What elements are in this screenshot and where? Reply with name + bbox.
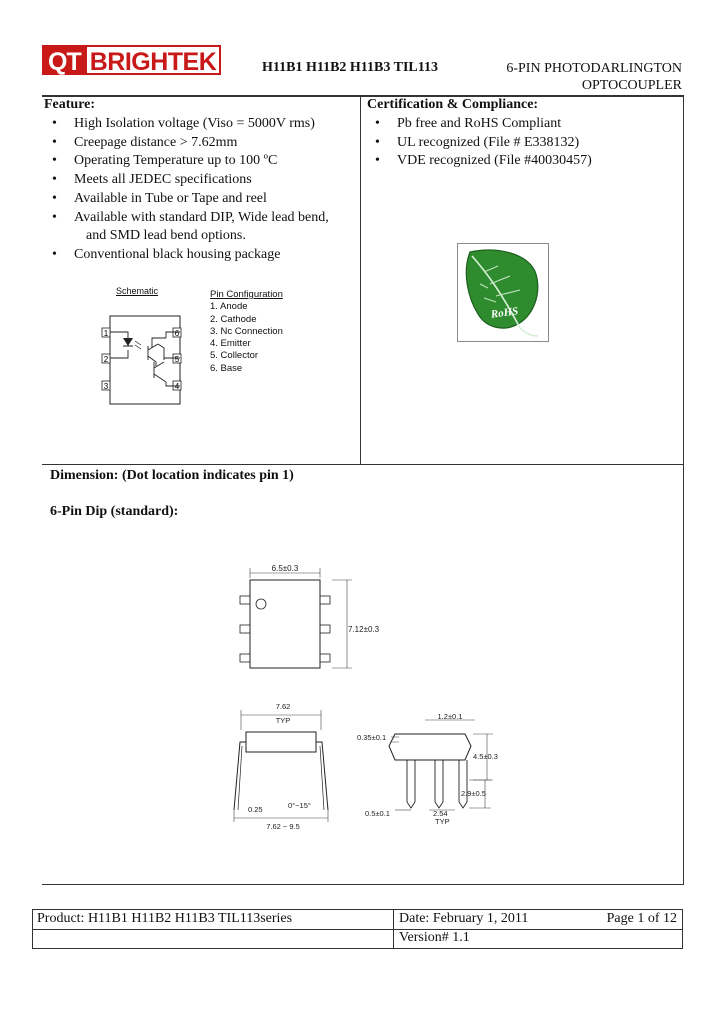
lead-angle-label: 0°~15° [288,801,311,810]
lead-span-range-label: 7.62 ~ 9.5 [266,822,300,831]
lead-span-label: 7.62 [275,702,291,711]
pin-config-item: 3. Nc Connection [210,325,283,337]
pin-width-label: 0.5±0.1 [365,809,390,818]
part-numbers: H11B1 H11B2 H11B3 TIL113 [262,60,438,75]
rohs-logo [457,243,549,342]
top-view-drawing [230,562,380,672]
title-line-1: 6-PIN PHOTODARLINGTON [506,61,682,76]
rohs-logo-text: RoHS [490,305,520,321]
feature-list [44,115,359,265]
schem-pin-1: 1 [103,329,109,338]
stand-off-label: 0.35±0.1 [357,733,387,742]
pitch-typ-label: TYP [435,817,450,826]
schematic-title: Schematic [116,286,159,296]
dimension-title: Dimension: (Dot location indicates pin 1) [50,468,294,483]
footer-product: Product: H11B1 H11B2 H11B3 TIL113series [37,911,293,926]
schematic-diagram [100,308,190,408]
footer-col-divider [393,910,394,948]
footer-table [32,909,683,949]
lead-thickness-label: 0.25 [248,805,263,814]
footer-row-divider [33,929,682,930]
pin-config-item: 6. Base [210,362,243,374]
pin-config-title: Pin Configuration [210,289,283,300]
feature-item-text: Available with standard DIP, Wide lead bend, [74,209,329,225]
certification-item: • Pb free and RoHS Compliant [367,115,679,134]
rohs-leaf-icon [458,244,548,341]
certification-item: • UL recognized (File # E338132) [367,134,679,153]
company-logo [42,45,221,75]
bottom-rule [42,884,684,885]
feature-item: • Creepage distance > 7.62mm [44,134,359,153]
pin-config-item: 5. Collector [210,350,259,362]
feature-item: • Conventional black housing package [44,246,359,265]
height-label: 4.5±0.3 [473,752,498,761]
feature-title: Feature: [44,97,96,112]
certification-list [367,115,679,171]
schem-pin-5: 5 [174,355,180,364]
right-border [683,96,684,884]
vertical-divider [360,96,361,464]
front-view-drawing [355,710,505,830]
body-length-label: 7.12±0.3 [348,625,380,634]
pin-width-top-label: 1.2±0.1 [437,712,463,721]
feature-item-continuation: and SMD lead bend options. [86,228,246,244]
dimension-subtitle: 6-Pin Dip (standard): [50,504,179,519]
title-line-2: OPTOCOUPLER [581,78,682,93]
pin-config-item: 1. Anode [210,301,248,313]
feature-item [44,209,359,246]
lead-span-typ-label: TYP [275,716,291,725]
footer-date: Date: February 1, 2011 [399,911,529,926]
footer-version: Version# 1.1 [399,930,470,945]
schem-pin-6: 6 [174,329,180,338]
pin-config-item: 4. Emitter [210,338,251,350]
pin-config-item: 2. Cathode [210,313,257,325]
logo-qt: QT [42,45,87,75]
feature-item: • Operating Temperature up to 100 ºC [44,152,359,171]
schem-pin-4: 4 [174,382,180,391]
feature-item: • Available in Tube or Tape and reel [44,190,359,209]
body-width-label: 6.5±0.3 [271,564,299,573]
product-title [506,60,682,94]
logo-brightek: BRIGHTEK [87,45,222,75]
footer-page: Page 1 of 12 [606,911,677,926]
lead-length-label: 2.9±0.5 [461,789,486,798]
feature-item: • Meets all JEDEC specifications [44,171,359,190]
schem-pin-2: 2 [103,355,109,364]
pin-configuration [210,289,283,375]
schem-pin-3: 3 [103,382,109,391]
mid-rule [42,464,684,465]
end-view-drawing [228,700,338,835]
certification-item: • VDE recognized (File #40030457) [367,152,679,171]
certification-title: Certification & Compliance: [367,97,539,112]
pitch-label: 2.54 [433,809,448,818]
top-rule [42,95,684,97]
feature-item: • High Isolation voltage (Viso = 5000V rms) [44,115,359,134]
